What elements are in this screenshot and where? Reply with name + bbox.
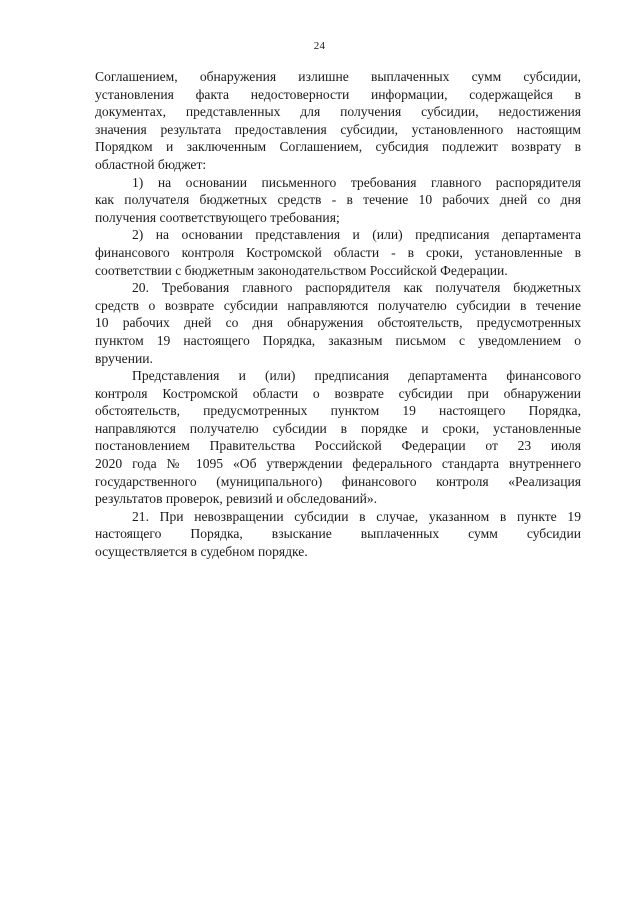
text-line: получения соответствующего требования; xyxy=(95,209,340,225)
text-line: 2) на основании представления и (или) предписания департамента xyxy=(132,227,581,243)
paragraph-item-2 xyxy=(95,226,581,279)
text-line: областной бюджет: xyxy=(95,156,207,172)
text-line: государственного (муниципального) финансового контроля «Реализация xyxy=(95,473,581,489)
text-line: направляются получателю субсидии в порядке и сроки, установленные xyxy=(95,420,581,436)
text-line: Представления и (или) предписания департамента финансового xyxy=(132,368,581,384)
text-line: результатов проверок, ревизий и обследований». xyxy=(95,491,378,507)
text-line: постановлением Правительства Российской Федерации от 23 июля xyxy=(95,438,581,454)
paragraph-item-1 xyxy=(95,174,581,227)
text-line: пунктом 19 настоящего Порядка, заказным письмом с уведомлением о xyxy=(95,332,581,348)
text-line: контроля Костромской области о возврате субсидии при обнаружении xyxy=(95,385,581,401)
text-line: документах, представленных для получения субсидии, недостижения xyxy=(95,104,581,120)
paragraph-clause-20 xyxy=(95,279,581,367)
text-line: соответствии с бюджетным законодательством Российской Федерации. xyxy=(95,262,508,278)
text-line: Соглашением, обнаружения излишне выплаченных сумм субсидии, xyxy=(95,69,581,84)
text-line: 20. Требования главного распорядителя как получателя бюджетных xyxy=(132,280,581,296)
text-line: установления факта недостоверности информации, содержащейся в xyxy=(95,86,581,102)
text-line: Порядком и заключенным Соглашением, субсидия подлежит возврату в xyxy=(95,139,581,155)
text-line: финансового контроля Костромской области - в сроки, установленные в xyxy=(95,244,581,260)
text-line: осуществляется в судебном порядке. xyxy=(95,544,308,560)
text-line: 21. При невозвращении субсидии в случае, указанном в пункте 19 xyxy=(132,508,581,524)
text-line: 1) на основании письменного требования главного распорядителя xyxy=(132,174,581,190)
paragraph-clause-21 xyxy=(95,508,581,561)
page-number: 24 xyxy=(313,40,326,52)
paragraph-continuation xyxy=(95,68,581,174)
paragraph-representations xyxy=(95,367,581,508)
text-line: как получателя бюджетных средств - в течение 10 рабочих дней со дня xyxy=(95,192,581,208)
text-line: 2020 года № 1095 «Об утверждении федерального стандарта внутреннего xyxy=(95,456,581,472)
text-line: настоящего Порядка, взыскание выплаченных сумм субсидии xyxy=(95,526,581,542)
text-line: обстоятельств, предусмотренных пунктом 19 настоящего Порядка, xyxy=(95,403,581,419)
text-line: 10 рабочих дней со дня обнаружения обстоятельств, предусмотренных xyxy=(95,315,581,331)
document-body xyxy=(95,68,581,561)
text-line: вручении. xyxy=(95,350,153,366)
text-line: средств о возврате субсидии направляются получателю субсидии в течение xyxy=(95,297,581,313)
text-line: значения результата предоставления субсидии, установленного настоящим xyxy=(95,121,581,137)
